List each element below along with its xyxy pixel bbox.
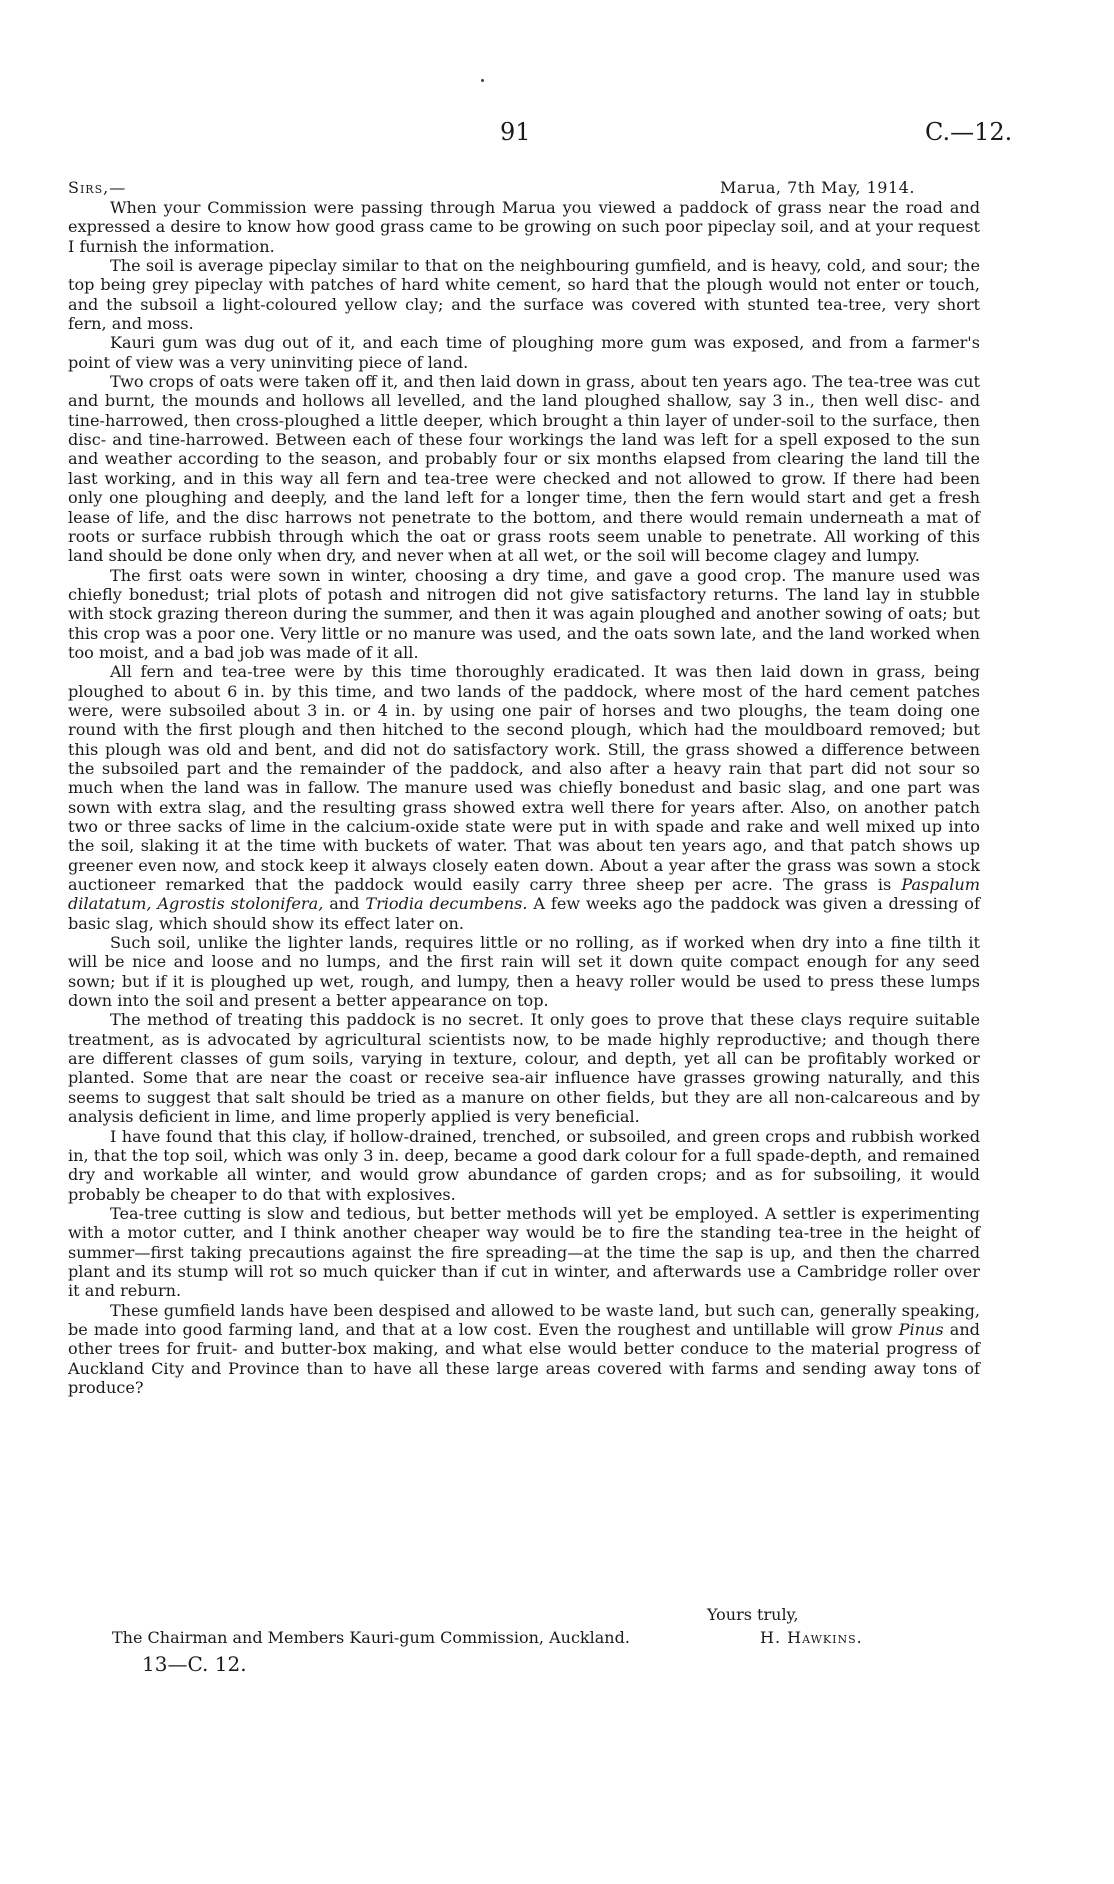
- paragraph: Two crops of oats were taken off it, and then laid down in grass, about ten years ago. The tea-tree was cut and burnt, the mounds and hollows all levelled, and the land ploughed shallow, say 3 in., then well disc- and tine-harrowed, then cross-ploughed a little deeper, which brought a thin layer of under-soil to the surface, then disc- and tine-harrowed. Between each of these four workings the land was left for a spell exposed to the sun and weather according to the season, and probably four or six months elapsed from clearing the land till the last working, and in this way all fern and tea-tree were checked and not allowed to grow. If there had been only one ploughing and deeply, and the land left for a longer time, then the fern would start and get a fresh lease of life, and the disc harrows not penetrate to the bottom, and there would remain underneath a mat of roots or surface rubbish through which the oat or grass roots seem unable to penetrate. All working of this land should be done only when dry, and never when at all wet, or the soil will become clagey and lumpy.: [68, 372, 980, 566]
- closing: Yours truly,: [707, 1605, 799, 1624]
- paragraph: Kauri gum was dug out of it, and each time of ploughing more gum was exposed, and from a farmer's point of view was a very uninviting piece of land.: [68, 333, 980, 372]
- species-name: Agrostis stolonifera,: [157, 894, 324, 914]
- page-number: 91: [500, 118, 531, 146]
- species-name: Pinus: [898, 1319, 944, 1339]
- paragraph: Such soil, unlike the lighter lands, requires little or no rolling, as if worked when dry into a fine tilth it will be nice and loose and no lumps, and the first rain will set it down quite compact enough for any seed sown; but if it is ploughed up wet, rough, and lumpy, then a heavy roller would be used to press these lumps down into the soil and present a better appearance on top.: [68, 933, 980, 1011]
- paragraph-text: and other trees for fruit- and butter-box making, and what else would better conduce to the material progress of Auckland City and Province than to have all these large areas covered with farms and sending away tons of produce?: [68, 1319, 980, 1397]
- conjunction: and: [329, 894, 360, 914]
- paragraph-pinus: [68, 1301, 980, 1398]
- species-name: Triodia decumbens.: [365, 894, 528, 914]
- paragraph: The method of treating this paddock is no secret. It only goes to prove that these clays require suitable treatment, as is advocated by agricultural scientists now, to be made highly reproductive; and though there are different classes of gum soils, varying in texture, colour, and depth, yet all can be profitably worked or planted. Some that are near the coast or receive sea-air influence have grasses growing naturally, and this seems to suggest that salt should be tried as a manure on other fields, but they are all non-calcareous and by analysis deficient in lime, and lime properly applied is very beneficial.: [68, 1010, 980, 1127]
- document-reference: C.—12.: [925, 118, 1013, 146]
- paragraph: When your Commission were passing through Marua you viewed a paddock of grass near the road and expressed a desire to know how good grass came to be growing on such poor pipeclay soil, and at your request I furnish the information.: [68, 198, 980, 256]
- species-name: Paspalum dilatatum,: [68, 875, 980, 914]
- paragraph: The first oats were sown in winter, choosing a dry time, and gave a good crop. The manure used was chiefly bonedust; trial plots of potash and nitrogen did not give satisfactory returns. The land lay in stubble with stock grazing thereon during the summer, and then it was again ploughed and another sowing of oats; but this crop was a poor one. Very little or no manure was used, and the oats sown late, and the land worked when too moist, and a bad job was made of it all.: [68, 565, 980, 662]
- addressee: The Chairman and Members Kauri-gum Commission, Auckland.: [112, 1628, 630, 1647]
- signature: H. Hawkins.: [760, 1628, 863, 1647]
- paragraph-text: All fern and tea-tree were by this time thoroughly eradicated. It was then laid down in grass, being ploughed to about 6 in. by this time, and two lands of the paddock, where most of the hard cement patches were, were subsoiled about 3 in. or 4 in. by using one pair of horses and two ploughs, the team doing one round with the first plough and then hitched to the second plough, which had the mouldboard removed; but this plough was old and bent, and did not do satisfactory work. Still, the grass showed a difference between the subsoiled part and the remainder of the paddock, and also after a heavy rain that part did not sour so much when the land was in fallow. The manure used was chiefly bonedust and basic slag, and one part was sown with extra slag, and the resulting grass showed extra well there for years after. Also, on another patch two or three sacks of lime in the calcium-oxide state were put in with spade and rake and well mixed up into the soil, slaking it at the time with buckets of water. That was about ten years ago, and that patch shows up greener even now, and stock keep it always closely eaten down. About a year after the grass was sown a stock auctioneer remarked that the paddock would easily carry three sheep per acre. The grass is: [68, 662, 980, 895]
- footer-code: 13—C. 12.: [142, 1652, 247, 1676]
- paragraph-text: These gumfield lands have been despised and allowed to be waste land, but such can, generally speaking, be made into good farming land, and that at a low cost. Even the roughest and untillable will grow: [68, 1300, 980, 1339]
- paragraph: I have found that this clay, if hollow-drained, trenched, or subsoiled, and green crops and rubbish worked in, that the top soil, which was only 3 in. deep, became a good dark colour for a full spade-depth, and remained dry and workable all winter, and would grow abundance of garden crops; and as for subsoiling, it would probably be cheaper to do that with explosives.: [68, 1126, 980, 1204]
- paragraph: The soil is average pipeclay similar to that on the neighbouring gumfield, and is heavy, cold, and sour; the top being grey pipeclay with patches of hard white cement, so hard that the plough would not enter or touch, and the subsoil a light-coloured yellow clay; and the surface was covered with stunted tea-tree, very short fern, and moss.: [68, 256, 980, 334]
- salutation: Sirs,—: [68, 178, 127, 197]
- letter-body: [68, 198, 980, 1397]
- paragraph-text: A few weeks ago the paddock was given a dressing of basic slag, which should show its effect later on.: [68, 894, 980, 933]
- place-date: Marua, 7th May, 1914.: [720, 178, 915, 197]
- paragraph-grass: [68, 662, 980, 933]
- print-speck: [481, 79, 484, 82]
- paragraph: Tea-tree cutting is slow and tedious, but better methods will yet be employed. A settler is experimenting with a motor cutter, and I think another cheaper way would be to fire the standing tea-tree in the height of summer—first taking precautions against the fire spreading—at the time the sap is up, and then the charred plant and its stump will rot so much quicker than if cut in winter, and afterwards use a Cambridge roller over it and reburn.: [68, 1203, 980, 1301]
